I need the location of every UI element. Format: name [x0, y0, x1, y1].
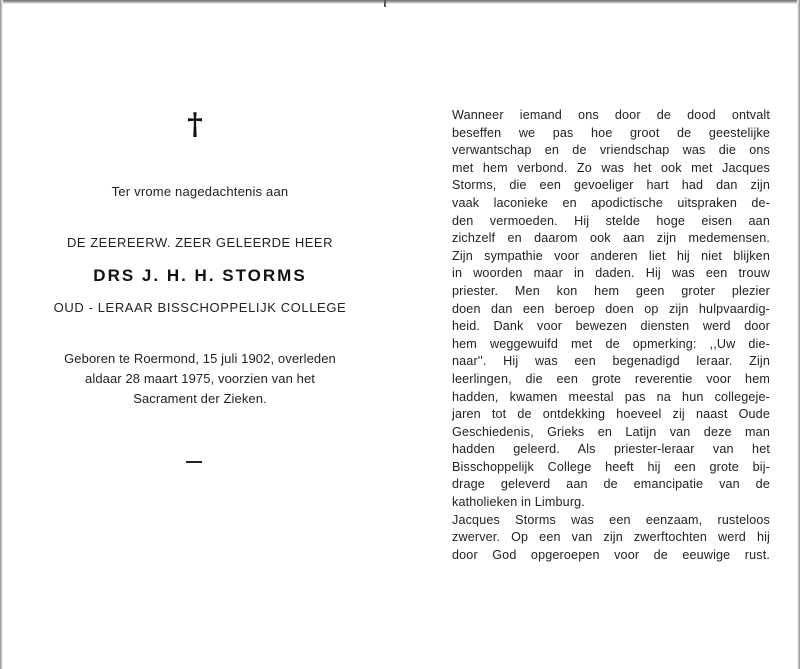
scan-left-edge: [0, 0, 3, 669]
text-line: verwantschap en de vriendschap was die ons: [452, 143, 770, 158]
text-line: Zijn sympathie voor anderen liet hij niet blijken: [452, 248, 770, 263]
text-line: beseffen we pas hoe groot de geestelijke: [452, 125, 770, 140]
in-memory-line: Ter vrome nagedachtenis aan: [111, 184, 289, 199]
text-line: priester. Men kon hem geen groter plezier: [452, 283, 770, 298]
birth-death-details: [20, 349, 380, 409]
text-line: Wanneer iemand ons door de dood ontvalt: [452, 108, 770, 122]
deceased-name: DRS J. H. H. STORMS: [93, 266, 307, 285]
text-line: den vermoeden. Hij stelde hoge eisen aan: [452, 213, 770, 228]
text-line: jaren tot de ontdekking hoeveel zij naast Oude: [452, 407, 770, 422]
text-line: door God opgeroepen voor de eeuwige rust.: [452, 547, 770, 562]
scan-top-edge: [0, 0, 800, 4]
text-line: zwerver. Op een van zijn zwerftochten werd hij: [452, 530, 770, 545]
birth-line: Geboren te Roermond, 15 juli 1902, overleden: [64, 351, 336, 366]
right-page-text: [452, 107, 770, 564]
text-line: met hem verbond. Zo was het ook met Jacques: [452, 160, 770, 175]
text-line: hem weggewuifd met de opmerking: ,,Uw die-: [452, 336, 770, 351]
text-line: Bisschoppelijk College heeft hij een grote bij-: [452, 459, 770, 474]
text-line: leerlingen, die een grote reverentie voor hem: [452, 371, 770, 386]
text-line: katholieken in Limburg.: [452, 495, 585, 510]
text-line: hadden geleerd. Als priester-leraar van het: [452, 442, 770, 457]
cross-icon: †: [187, 107, 203, 142]
birth-line: aldaar 28 maart 1975, voorzien van het: [85, 371, 315, 386]
birth-line: Sacrament der Zieken.: [133, 391, 267, 406]
honorific-title: DE ZEEREERW. ZEER GELEERDE HEER: [67, 235, 333, 250]
fold-mark: [384, 0, 386, 7]
text-line: zichzelf en daarom ook aan zijn medemensen.: [452, 231, 770, 246]
text-line: in woorden maar in daden. Hij was een trouw: [452, 266, 770, 281]
text-line: hadden, kwamen meestal pas na hun collegeje-: [452, 389, 770, 404]
text-line: drage geleverd aan de emancipatie van de: [452, 477, 770, 492]
text-line: Storms, die een gevoeliger hart had dan zijn: [452, 178, 770, 193]
divider-dash: [186, 461, 202, 463]
text-line: naar''. Hij was een begenadigd leraar. Zijn: [452, 354, 770, 369]
text-line: heid. Dank voor bewezen diensten werd door: [452, 319, 770, 334]
text-line: Jacques Storms was een eenzaam, rusteloos: [452, 512, 770, 527]
deceased-position: OUD - LERAAR BISSCHOPPELIJK COLLEGE: [53, 300, 347, 315]
text-line: vaak laconieke en apodictische uitspraken de-: [452, 195, 770, 210]
text-line: Geschiedenis, Grieks en Latijn van deze man: [452, 424, 770, 439]
left-page: [20, 107, 380, 463]
text-line: doen dan een beroep doen op zijn hulpvaardig-: [452, 301, 770, 316]
